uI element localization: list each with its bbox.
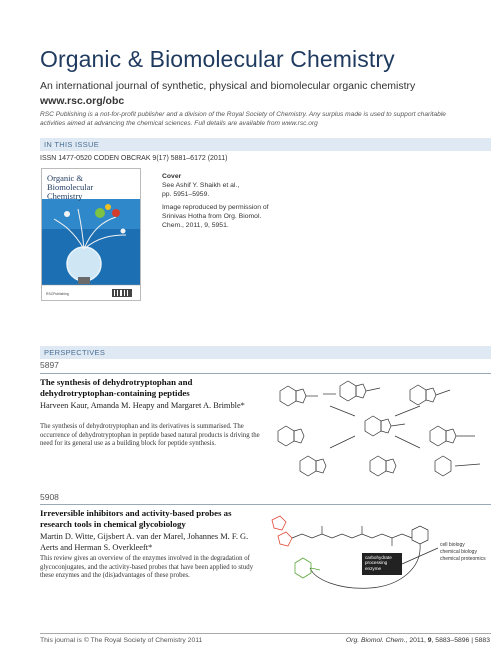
issn-line: ISSN 1477-0520 CODEN OBCRAK 9(17) 5881–6172 (2011) [40, 155, 228, 162]
cover-see-ref: See Ashif Y. Shaikh et al., [162, 182, 240, 189]
article-page-number[interactable]: 5908 [40, 492, 59, 502]
in-this-issue-bar [40, 138, 491, 151]
article-abstract: This review gives an overview of the enzymes involved in the degradation of glycoconjugates, and the activity-based probes that have been applied to study these enzymes and the (dis)advantages of these probes. [40, 555, 254, 580]
footer-pages: , 5883–5896 | 5883 [431, 637, 490, 644]
cover-publisher-mark: RSCPublishing [46, 292, 69, 296]
cover-journal-name: Organic & Biomolecular Chemistry [47, 173, 94, 201]
in-this-issue-label: IN THIS ISSUE [44, 140, 100, 149]
cover-caption [162, 172, 282, 230]
footer-year: , 2011, [405, 637, 428, 644]
cover-image [41, 168, 141, 301]
footer-volume: 9 [427, 637, 432, 644]
footer-copyright: This journal is © The Royal Society of Chemistry 2011 [40, 637, 203, 644]
perspectives-bar [40, 346, 491, 359]
article-divider [40, 504, 491, 505]
perspectives-label: PERSPECTIVES [44, 348, 106, 357]
cover-pages: pp. 5951–5959. [162, 191, 210, 198]
article-authors: Martin D. Witte, Gijsbert A. van der Marel, Johannes M. F. G. Aerts and Herman S. Overkleeft* [40, 532, 249, 552]
article-divider [40, 373, 491, 374]
footer-citation [346, 637, 490, 644]
figure-label-chemical-biology: chemical biology [440, 549, 477, 555]
journal-url[interactable]: www.rsc.org/obc [40, 95, 125, 107]
figure-label-chemical-proteomics: chemical proteomics [440, 556, 486, 562]
enzyme-box-label: carbohydrate processing enzyme [365, 555, 392, 571]
journal-title: Organic & Biomolecular Chemistry [40, 46, 395, 72]
article-graphical-abstract [270, 376, 490, 484]
publisher-note: RSC Publishing is a not-for-profit publisher and a division of the Royal Society of Chemistry. Any surplus made is used to support charitable activities aimed at advancing the chemical sciences. Full details are available from www.rsc.org [40, 111, 446, 127]
figure-label-cell-biology: cell biology [440, 542, 465, 548]
footer-rule [40, 633, 491, 634]
article-authors: Harveen Kaur, Amanda M. Heapy and Margaret A. Brimble* [40, 401, 245, 410]
cover-permission: Image reproduced by permission of Srinivas Hotha from Org. Biomol. Chem., 2011, 9, 5951. [162, 204, 269, 229]
article-title[interactable]: The synthesis of dehydrotryptophan and dehydrotryptophan-containing peptides [40, 377, 193, 398]
article-graphical-abstract [270, 508, 490, 600]
journal-subtitle: An international journal of synthetic, physical and biomolecular organic chemistry [40, 80, 416, 92]
article-abstract: The synthesis of dehydrotryptophan and its derivatives is summarised. The occurrence of dehydrotryptophan in peptide based natural products is driving the need for its general use as a building block for peptide synthesis. [40, 423, 260, 448]
footer-journal-abbrev: Org. Biomol. Chem. [345, 637, 406, 644]
article-page-number[interactable]: 5897 [40, 360, 59, 370]
article-title[interactable]: Irreversible inhibitors and activity-based probes as research tools in chemical glycobiology [40, 508, 232, 529]
cover-heading: Cover [162, 173, 182, 180]
